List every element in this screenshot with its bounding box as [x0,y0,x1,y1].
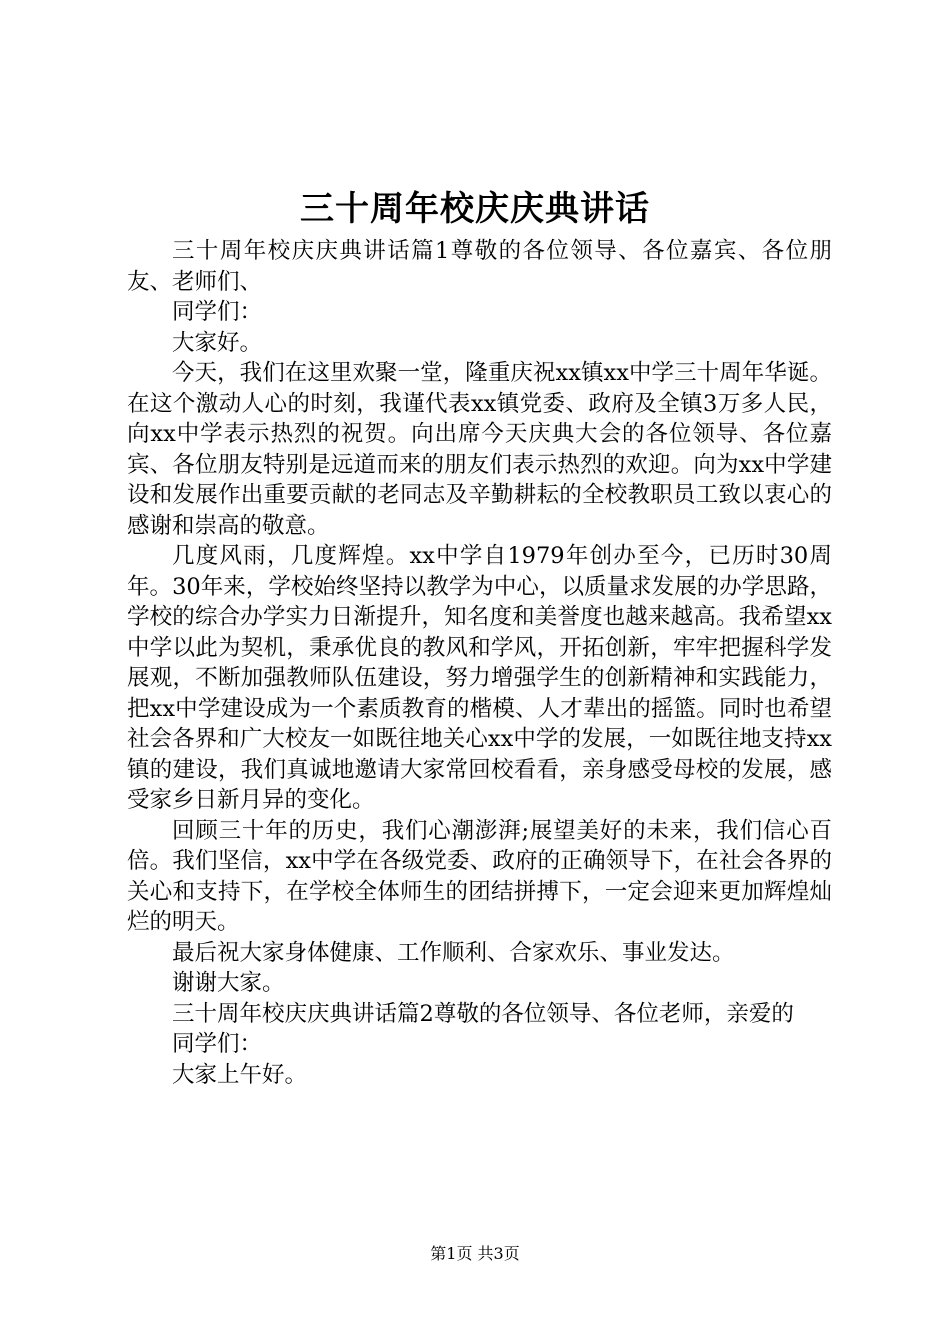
paragraph-3: 大家好。 [172,329,263,356]
paragraph-6: 回顾三十年的历史，我们心潮澎湃;展望美好的未来，我们信心百倍。我们坚信，xx中学在各级党委、政府的正确领导下，在社会各界的关心和支持下，在学校全体师生的团结拼搏下，一定会迎来更加辉煌灿烂的明天。 [127,817,832,935]
document-body [127,236,832,1090]
paragraph-5: 几度风雨，几度辉煌。xx中学自1979年创办至今，已历时30周年。30年来，学校始终坚持以教学为中心，以质量求发展的办学思路，学校的综合办学实力日渐提升，知名度和美誉度也越来越高。我希望xx中学以此为契机，秉承优良的教风和学风，开拓创新，牢牢把握科学发展观，不断加强教师队伍建设，努力增强学生的创新精神和实践能力，把xx中学建设成为一个素质教育的楷模、人才辈出的摇篮。同时也希望社会各界和广大校友一如既往地关心xx中学的发展，一如既往地支持xx镇的建设，我们真诚地邀请大家常回校看看，亲身感受母校的发展，感受家乡日新月异的变化。 [127,543,832,813]
document-title: 三十周年校庆庆典讲话 [300,189,650,229]
page-number-footer: 第1页 共3页 [430,1244,520,1263]
paragraph-8: 谢谢大家。 [172,970,285,996]
paragraph-7: 最后祝大家身体健康、工作顺利、合家欢乐、事业发达。 [172,939,735,966]
paragraph-9: 三十周年校庆庆典讲话篇2尊敬的各位领导、各位老师，亲爱的 [172,1000,794,1027]
paragraph-4: 今天，我们在这里欢聚一堂，隆重庆祝xx镇xx中学三十周年华诞。在这个激动人心的时刻，我谨代表xx镇党委、政府及全镇3万多人民，向xx中学表示热烈的祝贺。向出席今天庆典大会的各位领导、各位嘉宾、各位朋友特别是远道而来的朋友们表示热烈的欢迎。向为xx中学建设和发展作出重要贡献的老同志及辛勤耕耘的全校教职员工致以衷心的感谢和崇高的敬意。 [127,360,832,539]
paragraph-2: 同学们： [172,299,263,325]
paragraph-1: 三十周年校庆庆典讲话篇1尊敬的各位领导、各位嘉宾、各位朋友、老师们、 [127,238,832,295]
paragraph-10: 同学们： [172,1031,263,1057]
paragraph-11: 大家上午好。 [172,1061,308,1088]
